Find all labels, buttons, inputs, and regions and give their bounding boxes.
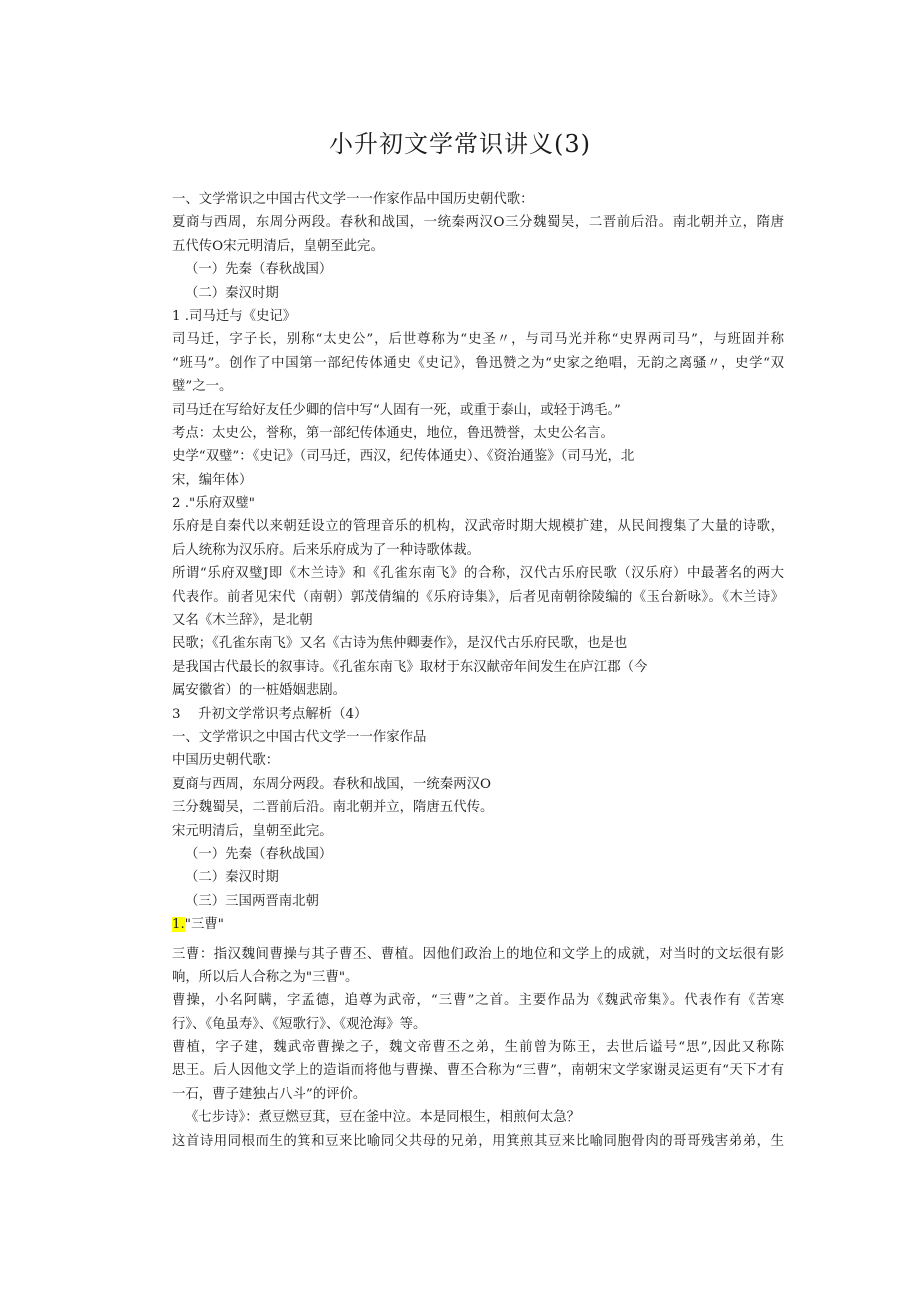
paragraph-line: 这首诗用同根而生的箕和豆来比喻同父共母的兄弟，用箕煎其豆来比喻同胞骨肉的哥哥残害弟弟，生 [172, 1133, 784, 1149]
paragraph-line: 夏商与西周，东周分两段。春秋和战国，一统秦两汉O [172, 776, 491, 792]
paragraph-line: 曹植，字子建，魏武帝曹操之子，魏文帝曹丕之弟，生前曾为陈王，去世后谥号“思”,因此又称陈 [172, 1040, 784, 1056]
paragraph-line: 是我国古代最长的叙事诗。《孔雀东南飞》取材于东汉献帝年间发生在庐江郡（今 [172, 659, 648, 675]
paragraph-line: 又名《木兰辞》，是北朝 [172, 613, 313, 629]
paragraph-line: 宋元明清后，皇朝至此完。 [172, 823, 333, 839]
highlighted-number: 1. [172, 917, 185, 933]
paragraph-line: 五代传O宋元明清后，皇朝至此完。 [172, 238, 384, 254]
numbered-heading: 2 ."乐府双璧" [172, 496, 255, 512]
paragraph-line: 曹操，小名阿瞒，字孟德，追尊为武帝，“三曹”之首。主要作品为《魏武帝集》。代表作有《苦寒 [172, 993, 784, 1009]
paragraph-line: 思王。后人因他文学上的造诣而将他与曹操、曹丕合称为“三曹”，南朝宋文学家谢灵运更有“天下才有 [172, 1063, 784, 1079]
document-title: 小升初文学常识讲义(3) [329, 130, 591, 158]
poem-line: 《七步诗》：煮豆燃豆萁，豆在釜中泣。本是同根生，相煎何太急？ [185, 1110, 581, 1126]
paragraph-line: 响，所以后人合称之为"三曹"。 [172, 969, 359, 985]
heading-text: "三曹" [184, 917, 224, 933]
paragraph-line: 璧”之一。 [172, 379, 233, 395]
numbered-heading: 3 升初文学常识考点解析（4） [172, 706, 368, 722]
paragraph-line: 民歌；《孔雀东南飞》又名《古诗为焦仲卿妻作》，是汉代古乐府民歌，也是也 [172, 636, 628, 652]
section-heading: 一、文学常识之中国古代文学一一作家作品中国历史朝代歌： [172, 192, 534, 207]
paragraph-line: 三曹：指汉魏间曹操与其子曹丕、曹植。因他们政治上的地位和文学上的成就，对当时的文坛很有影 [172, 946, 784, 962]
subsection-heading: （二）秦汉时期 [185, 285, 279, 301]
numbered-heading [172, 913, 784, 936]
paragraph-line: 乐府是自秦代以来朝廷设立的管理音乐的机构，汉武帝时期大规模扩建，从民间搜集了大量的诗歌， [172, 519, 784, 535]
subsection-heading: （三）三国两晋南北朝 [185, 893, 319, 909]
document-body [172, 188, 784, 1153]
paragraph-line: 一石，曹子建独占八斗”的评价。 [172, 1086, 367, 1102]
paragraph-line: 考点：太史公，誉称，第一部纪传体通史，地位，鲁迅赞誉，太史公名言。 [172, 425, 614, 441]
paragraph-line: 属安徽省）的一桩婚姻悲剧。 [172, 683, 347, 699]
paragraph-line: 中国历史朝代歌： [172, 753, 280, 769]
subsection-heading: （一）先秦（春秋战国） [185, 846, 333, 862]
paragraph-line: 宋，编年体） [172, 472, 253, 488]
paragraph-line: 后人统称为汉乐府。后来乐府成为了一种诗歌体裁。 [172, 542, 480, 558]
paragraph-line: “班马”。创作了中国第一部纪传体通史《史记》，鲁迅赞之为“史家之绝唱，无韵之离骚〃，史学“双 [172, 355, 784, 371]
paragraph-line: 所谓“乐府双璧J即《木兰诗》和《孔雀东南飞》的合称，汉代古乐府民歌（汉乐府）中最著名的两大 [172, 566, 784, 582]
paragraph-line: 行》、《龟虽寿》、《短歌行》、《观沧海》等。 [172, 1016, 427, 1032]
subsection-heading: （二）秦汉时期 [185, 870, 279, 886]
paragraph-line: 三分魏蜀吴，二晋前后沿。南北朝并立，隋唐五代传。 [172, 800, 494, 816]
paragraph-line: 史学“双璧”：《史记》（司马迁，西汉，纪传体通史）、《资治通鉴》（司马光，北 [172, 449, 635, 465]
paragraph-line: 司马迁在写给好友任少卿的信中写“人固有一死，或重于泰山，或轻于鸿毛。” [172, 402, 621, 418]
numbered-heading: 1 .司马迁与《史记》 [172, 308, 297, 324]
paragraph-line: 司马迁，字子长，别称“太史公”，后世尊称为“史圣〃，与司马光并称“史界两司马”，与班固并称 [172, 332, 784, 348]
paragraph-line: 代表作。前者见宋代（南朝）郭茂倩编的《乐府诗集》，后者见南朝徐陵编的《玉台新咏》。《木兰诗》 [172, 589, 784, 605]
paragraph-line: 夏商与西周，东周分两段。春秋和战国，一统秦两汉O三分魏蜀吴，二晋前后沿。南北朝并立，隋唐 [172, 215, 784, 231]
subsection-heading: （一）先秦（春秋战国） [185, 262, 333, 278]
section-heading: 一、文学常识之中国古代文学一一作家作品 [172, 729, 427, 745]
